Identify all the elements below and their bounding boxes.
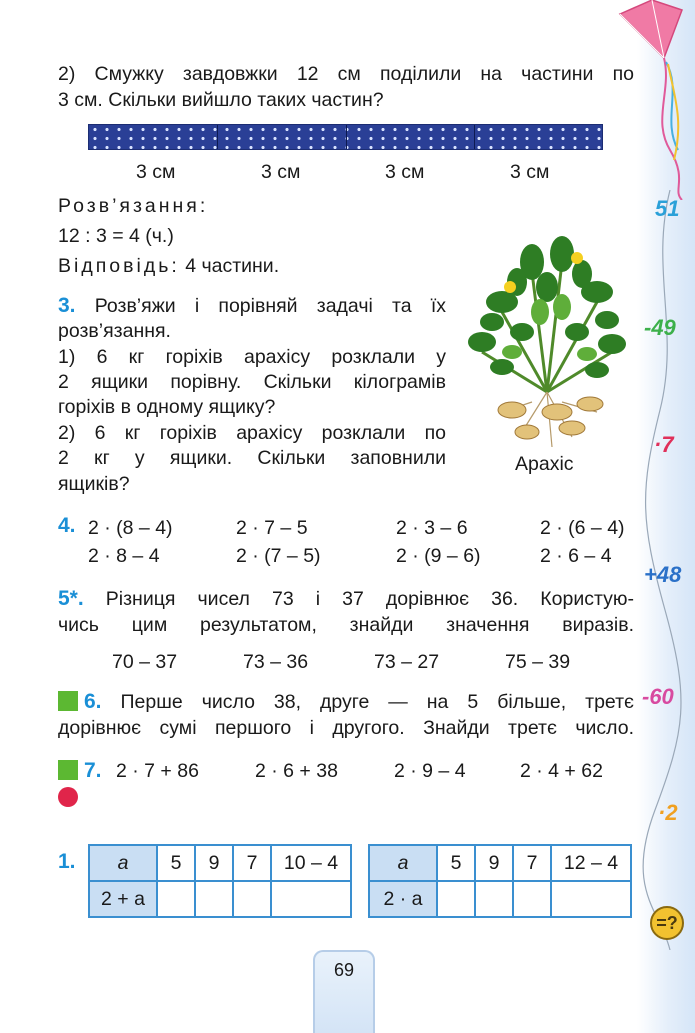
task2-line2: 3 см. Скільки вийшло таких частин? — [58, 89, 384, 111]
table-multiplication — [368, 844, 632, 918]
task2-line1: 2) Смужку завдовжки 12 см поділили на частини по — [58, 63, 634, 85]
margin-number: -60 — [642, 684, 674, 709]
segment-label: 3 см — [385, 161, 425, 183]
row-label-text: 2 + a — [101, 887, 145, 910]
table-empty-cell[interactable] — [475, 881, 513, 917]
task6-line1 — [58, 690, 634, 714]
task6-line2: дорівнює сумі першого і другого. Знайди третє число. — [58, 717, 634, 739]
task7-expr: 2 · 9 – 4 — [394, 760, 466, 782]
table-cell: 7 — [233, 845, 271, 881]
answer-text: 4 частини. — [179, 255, 280, 277]
task7-line — [58, 759, 102, 783]
page-number: 69 — [333, 960, 355, 980]
task7-expr: 2 · 7 + 86 — [116, 760, 199, 782]
task3-line: 2 кг у ящики. Скільки заповнили — [58, 447, 446, 469]
page-number-tab — [313, 950, 375, 1033]
task3-number: 3. — [58, 294, 76, 317]
table-header-cell: a — [89, 845, 157, 881]
table-empty-cell[interactable] — [437, 881, 475, 917]
peanut-caption: Арахіс — [515, 453, 574, 475]
table-row-label — [89, 881, 157, 917]
table-empty-cell[interactable] — [513, 881, 551, 917]
task4-number: 4. — [58, 514, 76, 537]
task4-expr: 2 · (7 – 5) — [236, 545, 321, 567]
segment-label: 3 см — [510, 161, 550, 183]
task1-number: 1. — [58, 850, 76, 873]
table-row-label — [369, 881, 437, 917]
task7-number: 7. — [84, 759, 102, 782]
margin-number: 51 — [655, 196, 680, 221]
table-empty-cell[interactable] — [233, 881, 271, 917]
task4-expr: 2 · 8 – 4 — [88, 545, 160, 567]
segment-label: 3 см — [261, 161, 301, 183]
task4-expr: 2 · 3 – 6 — [396, 517, 468, 539]
task6-number: 6. — [84, 690, 102, 713]
table-cell: 5 — [157, 845, 195, 881]
solution-expression: 12 : 3 = 4 (ч.) — [58, 225, 174, 247]
ribbon-strip — [88, 124, 603, 150]
margin-number: +48 — [644, 562, 682, 587]
table-cell: 9 — [195, 845, 233, 881]
answer-line — [58, 254, 279, 278]
task3-line: 2 ящики порівну. Скільки кілограмів — [58, 371, 446, 393]
segment-label: 3 см — [136, 161, 176, 183]
task6-text: Перше число 38, друге — на 5 більше, третє — [120, 691, 635, 713]
green-square-icon — [58, 691, 78, 711]
margin-number: ·7 — [654, 432, 674, 457]
margin-number: ·2 — [658, 800, 678, 825]
kite-icon — [612, 0, 695, 200]
task5-line1 — [58, 587, 634, 611]
task5-line2: чись цим результатом, знайди значення виразів. — [58, 614, 634, 636]
task3-line: 1) 6 кг горіхів арахісу розклали у — [58, 346, 446, 368]
task5-expr: 73 – 27 — [374, 651, 440, 673]
equals-question-badge: =? — [650, 906, 684, 940]
task4-expr: 2 · 6 – 4 — [540, 545, 612, 567]
task3-line: розв’язання. — [58, 320, 171, 342]
task4-expr: 2 · (9 – 6) — [396, 545, 481, 567]
red-dot-icon — [58, 787, 78, 807]
green-square-icon — [58, 760, 78, 780]
task5-text: Різниця чисел 73 і 37 дорівнює 36. Користую- — [105, 588, 634, 610]
table-cell: 12 – 4 — [551, 845, 631, 881]
task7-expr: 2 · 6 + 38 — [255, 760, 338, 782]
task4-expr: 2 · (6 – 4) — [540, 517, 625, 539]
task4-expr: 2 · 7 – 5 — [236, 517, 308, 539]
table-empty-cell[interactable] — [157, 881, 195, 917]
task3-line1 — [58, 294, 446, 318]
task5-expr: 75 – 39 — [505, 651, 571, 673]
table-cell: 9 — [475, 845, 513, 881]
task5-number: 5*. — [58, 587, 84, 610]
task3-line: горіхів в одному ящику? — [58, 396, 276, 418]
table-empty-cell[interactable] — [271, 881, 351, 917]
table-cell: 10 – 4 — [271, 845, 351, 881]
task3-text: Розв’яжи і порівняй задачі та їх — [94, 295, 446, 317]
table-cell: 5 — [437, 845, 475, 881]
task5-expr: 70 – 37 — [112, 651, 178, 673]
margin-number: -49 — [644, 315, 676, 340]
table-cell: 7 — [513, 845, 551, 881]
peanut-plant-illustration — [462, 232, 632, 452]
table-addition — [88, 844, 352, 918]
task7-expr: 2 · 4 + 62 — [520, 760, 603, 782]
table-header-cell: a — [369, 845, 437, 881]
task3-line: 2) 6 кг горіхів арахісу розклали по — [58, 422, 446, 444]
table-empty-cell[interactable] — [195, 881, 233, 917]
task5-expr: 73 – 36 — [243, 651, 309, 673]
answer-label: Відповідь: — [58, 255, 180, 277]
solution-label: Розв’язання: — [58, 195, 209, 217]
task4-expr: 2 · (8 – 4) — [88, 517, 173, 539]
task3-line: ящиків? — [58, 473, 130, 495]
row-label-text: 2 · a — [383, 887, 423, 910]
table-empty-cell[interactable] — [551, 881, 631, 917]
